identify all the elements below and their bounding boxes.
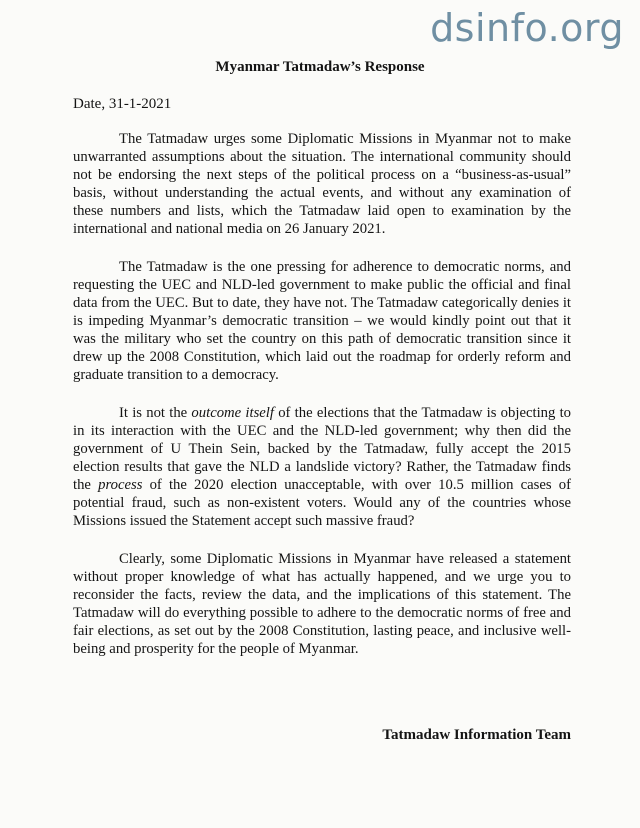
italic-text: process [98,477,143,493]
paragraph-4 [73,550,571,658]
text-run: of the 2020 election unacceptable, with over 10.5 million cases of potential fraud, such as non-existent voters. Would any of the countries whose Missions issued the Statement accept such massive fraud? [73,477,571,529]
text-run: Clearly, some Diplomatic Missions in Myanmar have released a statement without proper knowledge of what has actually happened, and we urge you to reconsider the facts, review the data, and the implications of this statement. The Tatmadaw will do everything possible to adhere to the democratic norms of free and fair elections, as set out by the 2008 Constitution, lasting peace, and inclusive well-being and prosperity for the people of Myanmar. [73,551,571,657]
paragraph-3 [73,404,571,530]
document-body [73,130,571,678]
paragraph-2 [73,258,571,384]
text-run: of the elections that the Tatmadaw is objecting to in its interaction with the UEC and the NLD-led government; why then did the government of U Thein Sein, backed by the Tatmadaw, fully accept the 2015 election results that gave the NLD a landslide victory? Rather, the Tatmadaw finds the [73,405,572,493]
document-title: Myanmar Tatmadaw’s Response [215,59,425,75]
watermark-logo: dsinfo.org [430,6,624,50]
signature: Tatmadaw Information Team [382,727,571,743]
italic-text: outcome itself [191,405,274,421]
text-run: It is not the [119,405,192,421]
text-run: The Tatmadaw is the one pressing for adherence to democratic norms, and requesting the UEC and NLD-led government to make public the official and final data from the UEC. But to date, they have not. The Tatmadaw categorically denies it is impeding Myanmar’s democratic transition – we would kindly point out that it was the military who set the country on this path of democratic transition since it drew up the 2008 Constitution, which laid out the roadmap for orderly reform and graduate transition to a democracy. [73,259,571,383]
paragraph-1 [73,130,571,238]
document-date: Date, 31-1-2021 [73,96,172,112]
text-run: The Tatmadaw urges some Diplomatic Missions in Myanmar not to make unwarranted assumptions about the situation. The international community should not be endorsing the next steps of the political process on a “business-as-usual” basis, without understanding the actual events, and without any examination of these numbers and lists, which the Tatmadaw laid open to examination by the international and national media on 26 January 2021. [73,131,571,237]
